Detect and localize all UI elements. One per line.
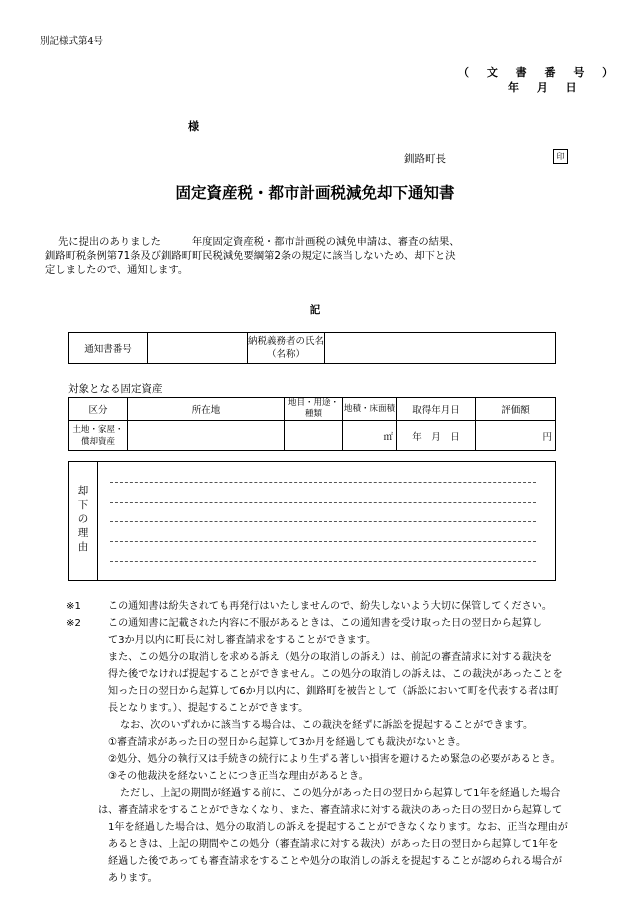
note-2-line: 得た後でなければ提起することができません。この処分の取消しの訴えは、この裁決があったことを bbox=[108, 669, 563, 680]
header-area: 地積・床面積 bbox=[343, 398, 397, 421]
body-line: 先に提出のありました 年度固定資産税・都市計画税の減免申請は、審査の結果、 bbox=[58, 236, 460, 248]
taxpayer-label: 納税義務者の氏名（名称） bbox=[248, 333, 325, 364]
notice-number-label: 通知書番号 bbox=[69, 333, 148, 364]
reason-line[interactable] bbox=[110, 502, 536, 503]
body-text bbox=[45, 235, 590, 277]
note-2-mark: ※2 bbox=[66, 618, 81, 629]
reason-label-text: 却 下 の 理 由 bbox=[77, 485, 89, 553]
note-2-line: この通知書に記載された内容に不服があるときは、この通知書を受け取った日の翌日から起算し bbox=[108, 618, 543, 629]
row-location[interactable] bbox=[128, 421, 285, 451]
note-2-line: 長となります。）、提起することができます。 bbox=[108, 703, 309, 714]
note-1-text: この通知書は紛失されても再発行はいたしませんので、紛失しないよう大切に保管してください。 bbox=[108, 601, 552, 612]
note-2-line: あります。 bbox=[108, 873, 158, 884]
rejection-reason-box bbox=[68, 461, 556, 581]
issue-date: 年 月 日 bbox=[508, 81, 577, 94]
note-2-line: ただし、上記の期間が経過する前に、この処分があった日の翌日から起算して1年を経過した場合 bbox=[120, 788, 561, 799]
note-1 bbox=[68, 598, 578, 615]
note-2-line: 知った日の翌日から起算して6か月以内に、釧路町を被告として（訴訟において町を代表する者は町 bbox=[108, 686, 559, 697]
row-type[interactable] bbox=[285, 421, 343, 451]
reason-line[interactable] bbox=[110, 561, 536, 562]
note-2-line: 1年を経過した場合は、処分の取消しの訴えを提起することができなくなります。なお、正当な理由が bbox=[108, 822, 568, 833]
document-number: （ 文 書 番 号 ） bbox=[458, 66, 621, 79]
document-title: 固定資産税・都市計画税減免却下通知書 bbox=[175, 184, 455, 202]
note-2 bbox=[68, 615, 578, 887]
note-2-line: 経過した後であっても審査請求をすることや処分の取消しの訴えを提起することが認められる場合が bbox=[108, 856, 563, 867]
row-category: 土地・家屋・償却資産 bbox=[69, 421, 128, 451]
issuer-name: 釧路町長 bbox=[404, 153, 446, 165]
assets-section-label: 対象となる固定資産 bbox=[68, 383, 163, 395]
row-value[interactable]: 円 bbox=[476, 421, 556, 451]
reason-line[interactable] bbox=[110, 482, 536, 483]
seal-icon: 印 bbox=[553, 149, 568, 164]
body-line: 定しましたので、通知します。 bbox=[45, 264, 189, 276]
note-2-line: ③その他裁決を経ないことにつき正当な理由があるとき。 bbox=[108, 771, 369, 782]
body-line: 釧路町税条例第71条及び釧路町町民税減免要綱第2条の規定に該当しないため、却下と決 bbox=[45, 250, 456, 262]
form-number: 別記様式第4号 bbox=[40, 36, 104, 47]
note-2-line: て3か月以内に町長に対し審査請求をすることができます。 bbox=[108, 635, 377, 646]
row-area[interactable]: ㎡ bbox=[343, 421, 397, 451]
assets-table bbox=[68, 397, 556, 451]
taxpayer-value[interactable] bbox=[325, 333, 556, 364]
header-location: 所在地 bbox=[128, 398, 285, 421]
notice-table bbox=[68, 332, 556, 364]
ki-heading: 記 bbox=[309, 304, 321, 316]
notes-section bbox=[68, 598, 578, 887]
note-1-mark: ※1 bbox=[66, 601, 81, 612]
header-category: 区分 bbox=[69, 398, 128, 421]
notice-number-value[interactable] bbox=[148, 333, 248, 364]
reason-line[interactable] bbox=[110, 521, 536, 522]
header-value: 評価額 bbox=[476, 398, 556, 421]
note-2-line: あるときは、上記の期間やこの処分（審査請求に対する裁決）があった日の翌日から起算して1年を bbox=[108, 839, 559, 850]
header-type: 地目・用途・種類 bbox=[285, 398, 343, 421]
note-2-line: ①審査請求があった日の翌日から起算して3か月を経過しても裁決がないとき。 bbox=[108, 737, 467, 748]
note-2-line: は、審査請求をすることができなくなり、また、審査請求に対する裁決のあった日の翌日から起算して bbox=[98, 805, 563, 816]
row-acquired[interactable]: 年 月 日 bbox=[397, 421, 476, 451]
note-2-line: ②処分、処分の執行又は手続きの続行により生ずる著しい損害を避けるため緊急の必要があるとき。 bbox=[108, 754, 561, 765]
rejection-reason-label bbox=[69, 462, 98, 580]
reason-line[interactable] bbox=[110, 541, 536, 542]
note-2-line: また、この処分の取消しを求める訴え（処分の取消しの訴え）は、前記の審査請求に対する裁決を bbox=[108, 652, 553, 663]
header-acquired: 取得年月日 bbox=[397, 398, 476, 421]
addressee-suffix: 様 bbox=[188, 120, 199, 133]
note-2-line: なお、次のいずれかに該当する場合は、この裁決を経ずに訴訟を提起することができます。 bbox=[120, 720, 534, 731]
